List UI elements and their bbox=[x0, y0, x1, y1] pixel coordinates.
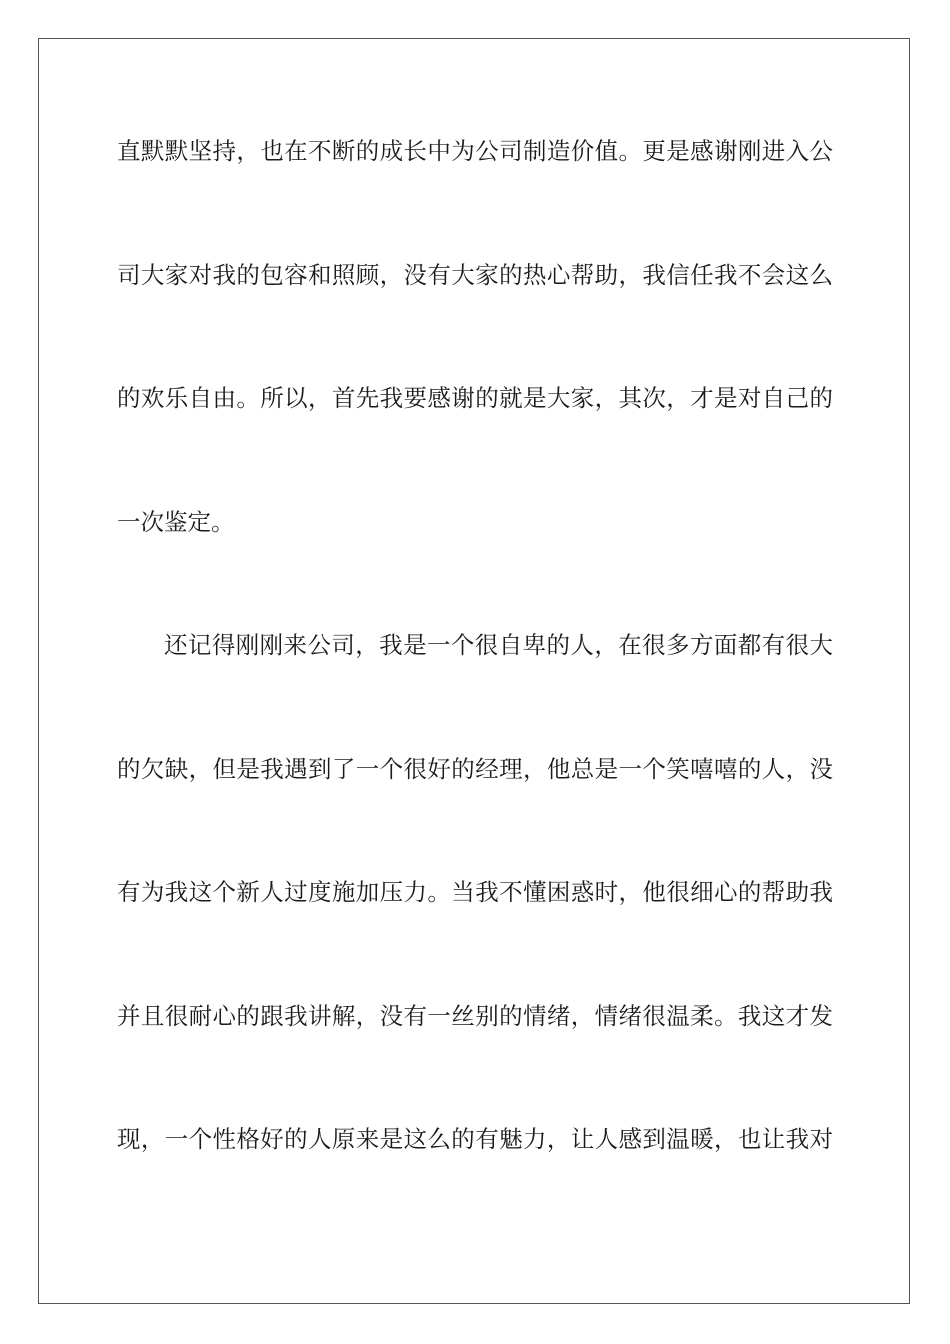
paragraph-line: 的欠缺，但是我遇到了一个很好的经理，他总是一个笑嘻嘻的人，没 bbox=[117, 755, 833, 783]
paragraph-line: 一次鉴定。 bbox=[117, 508, 235, 536]
paragraph-line: 司大家对我的包容和照顾，没有大家的热心帮助，我信任我不会这么 bbox=[117, 261, 833, 289]
paragraph-line: 现，一个性格好的人原来是这么的有魅力，让人感到温暖，也让我对 bbox=[117, 1125, 833, 1153]
paragraph-line: 有为我这个新人过度施加压力。当我不懂困惑时，他很细心的帮助我 bbox=[117, 878, 833, 906]
paragraph-line: 直默默坚持，也在不断的成长中为公司制造价值。更是感谢刚进入公 bbox=[117, 137, 833, 165]
page-frame bbox=[38, 38, 910, 1304]
paragraph-line: 的欢乐自由。所以，首先我要感谢的就是大家，其次，才是对自己的 bbox=[117, 384, 833, 412]
paragraph-line: 还记得刚刚来公司，我是一个很自卑的人，在很多方面都有很大 bbox=[164, 631, 833, 659]
paragraph-line: 并且很耐心的跟我讲解，没有一丝别的情绪，情绪很温柔。我这才发 bbox=[117, 1002, 833, 1030]
